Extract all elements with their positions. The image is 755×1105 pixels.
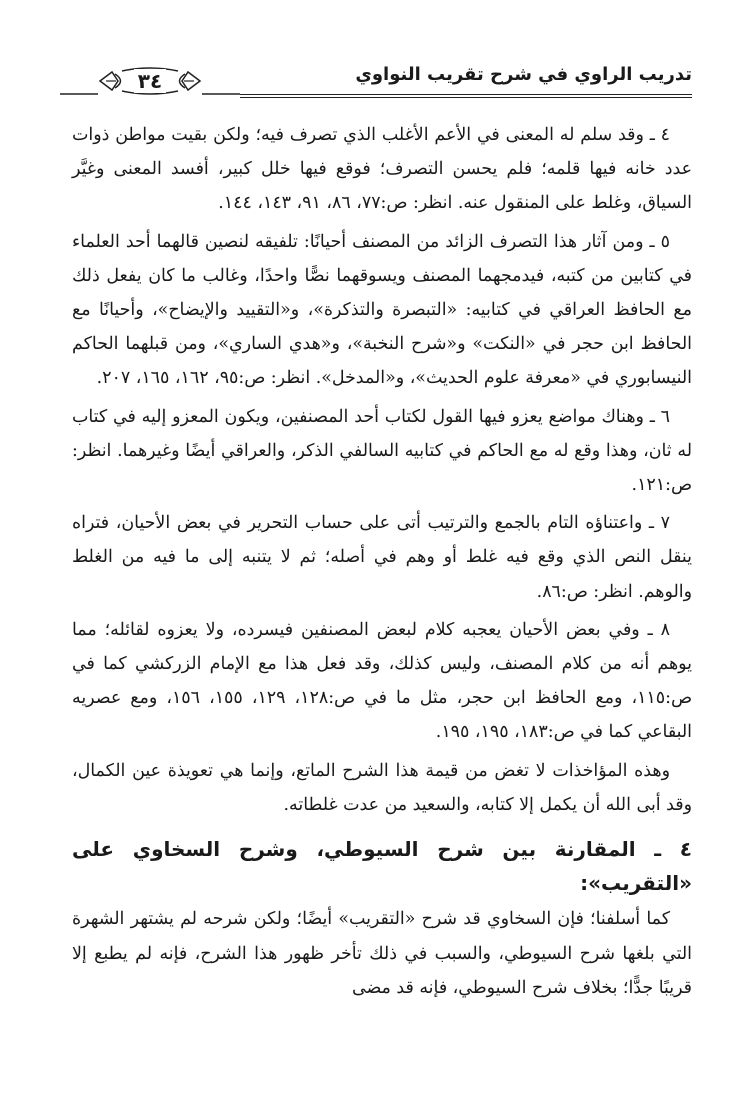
page-header	[60, 60, 692, 100]
page-number-ornament	[60, 66, 240, 96]
header-rule	[240, 94, 692, 95]
running-title: تدريب الراوي في شرح تقريب النواوي	[355, 64, 692, 85]
paragraph-5: ٥ ـ ومن آثار هذا التصرف الزائد من المصنف أحيانًا: تلفيقه لنصين قالهما أحد العلماء في كتابين من كتبه، فيدمجهما المصنف ويسوقهما نصًّا واحدًا، وغالب ما كان يفعل ذلك مع الحافظ العراقي في كتابيه: «التبصرة والتذكرة»، و«التقييد والإيضاح»، وأحيانًا مع الحافظ ابن حجر في «النكت» و«شرح النخبة»، و«هدي الساري»، ومن قبلهما الحاكم النيسابوري في «معرفة علوم الحديث»، و«المدخل». انظر: ص:٩٥، ١٦٢، ١٦٥، ٢٠٧.	[72, 231, 692, 389]
page-number: ٣٤	[134, 69, 166, 93]
paragraph-6: ٦ ـ وهناك مواضع يعزو فيها القول لكتاب أحد المصنفين، ويكون المعزو إليه في كتاب له ثان، وهذا وقع له مع الحاكم في كتابيه السالفي الذكر، والعراقي أيضًا وغيرهما. انظر: ص:١٢١.	[72, 406, 692, 496]
page-body	[72, 118, 692, 1009]
section-heading: ٤ ـ المقارنة بين شرح السيوطي، وشرح السخاوي على «التقريب»:	[72, 837, 692, 896]
paragraph-7: ٧ ـ واعتناؤه التام بالجمع والترتيب أتى على حساب التحرير في بعض الأحيان، فتراه ينقل النص الذي وقع فيه غلط أو وهم في أصله؛ ثم لا يتنبه إلى ما فيه من الغلط والوهم. انظر: ص:٨٦.	[72, 513, 692, 602]
paragraph-8: ٨ ـ وفي بعض الأحيان يعجبه كلام لبعض المصنفين فيسرده، ولا يعزوه لقائله؛ مما يوهم أنه من كلام المصنف، وليس كذلك، وقد فعل هذا مع الإمام الزركشي كما في ص:١١٥، ومع الحافظ ابن حجر، مثل ما في ص:١٢٨، ١٢٩، ١٥٥، ١٥٦، ومع عصريه البقاعي كما في ص:١٨٣، ١٩٥، ١٩٥.	[72, 619, 692, 743]
header-rule-thin	[240, 97, 692, 98]
paragraph-4: ٤ ـ وقد سلم له المعنى في الأعم الأغلب الذي تصرف فيه؛ ولكن بقيت مواطن ذوات عدد خانه فيها قلمه؛ فلم يحسن التصرف؛ فوقع فيها خلل كبير، أفسد المعنى وغيَّر السياق، وغلط على المنقول عنه. انظر: ص:٧٧، ٨٦، ٩١، ١٤٣، ١٤٤.	[72, 125, 692, 214]
section-paragraph: كما أسلفنا؛ فإن السخاوي قد شرح «التقريب» أيضًا؛ ولكن شرحه لم يشتهر الشهرة التي بلغها شرح السيوطي، والسبب في ذلك تأخر ظهور هذا الشرح، فإنه لم يطبع إلا قريبًا جدًّا؛ بخلاف شرح السيوطي، فإنه قد مضى	[72, 909, 692, 998]
paragraph-conclusion: وهذه المؤاخذات لا تغض من قيمة هذا الشرح الماتع، وإنما هي تعويذة عين الكمال، وقد أبى الله أن يكمل إلا كتابه، والسعيد من عدت غلطاته.	[72, 760, 692, 815]
